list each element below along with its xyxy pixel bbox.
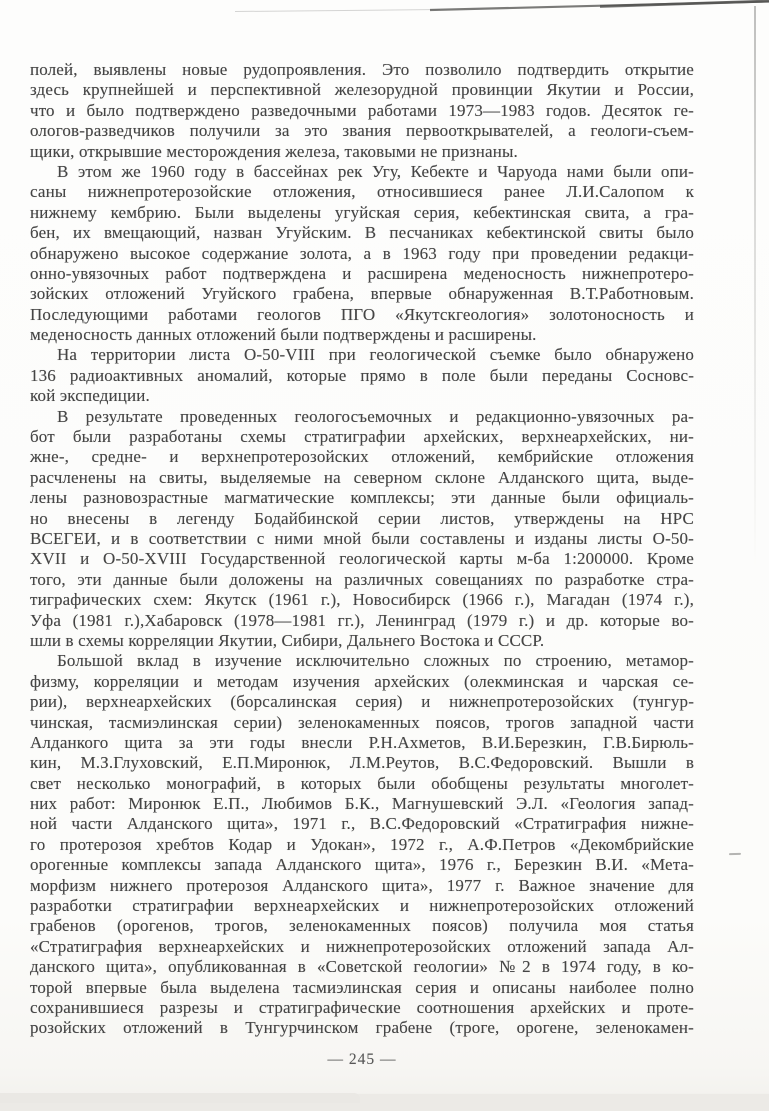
text-line-p5-l15: «Стратиграфия верхнеархейских и нижнепротерозойских отложений запада Ал- bbox=[30, 936, 694, 956]
scan-artifact-right-edge-line bbox=[754, 6, 756, 566]
text-line-p4-l2: бот были разработаны схемы стратиграфии архейских, верхнеархейских, ни- bbox=[30, 427, 694, 447]
text-line-p5-l6: кин, М.З.Глуховский, Е.П.Миронюк, Л.М.Реутов, В.С.Федоровский. Вышли в bbox=[30, 753, 694, 773]
text-line-p2-l4: бен, их вмещающий, назван Угуйским. В песчаниках кебектинской свиты было bbox=[30, 223, 694, 243]
text-line-p5-l12: морфизм нижнего протерозоя Алданского щита», 1977 г. Важное значение для bbox=[30, 875, 694, 895]
scan-artifact-bottom-shadow-left bbox=[0, 1093, 360, 1103]
text-line-p4-l12: шли в схемы корреляции Якутии, Сибири, Дальнего Востока и СССР. bbox=[30, 630, 545, 650]
text-line-p2-l9: меденосность данных отложений были подтверждены и расширены. bbox=[30, 325, 537, 345]
text-line-p4-l11: Уфа (1981 г.),Хабаровск (1978—1981 гг.), Ленинград (1979 г.) и др. которые во- bbox=[30, 610, 694, 630]
text-line-p5-l7: свет несколько монографий, в которых были обобщены результаты многолет- bbox=[30, 773, 694, 793]
text-line-p5-l18: сохранившиеся разрезы и стратиграфические соотношения архейских и проте- bbox=[30, 997, 694, 1017]
text-line-p1-l1: полей, выявлены новые рудопроявления. Это позволило подтвердить открытие bbox=[30, 60, 694, 79]
text-line-p1-l2: здесь крупнейшей и перспективной железорудной провинции Якутии и России, bbox=[30, 80, 694, 100]
text-line-p3-l2: 136 радиоактивных аномалий, которые прямо в поле были переданы Сосновс- bbox=[30, 365, 694, 385]
text-line-p5-l9: ной части Алданского щита», 1971 г., В.С.Федоровский «Стратиграфия нижне- bbox=[30, 814, 694, 834]
text-line-p5-l19: розойских отложений в Тунгурчинском грабене (троге, орогене, зеленокамен- bbox=[30, 1018, 694, 1038]
text-line-p4-l9: того, эти данные были доложены на различных совещаниях по разработке стра- bbox=[30, 569, 694, 589]
text-line-p4-l5: лены разновозрастные магматические комплексы; эти данные были официаль- bbox=[30, 488, 694, 508]
text-line-p5-l4: чинская, тасмиэлинская серии) зеленокаменных поясов, трогов западной части bbox=[30, 712, 694, 732]
text-line-p4-l4: расчленены на свиты, выделяемые на северном склоне Алданского щита, выде- bbox=[30, 467, 694, 487]
text-line-p5-l14: грабенов (орогенов, трогов, зеленокаменных поясов) получила моя статья bbox=[30, 916, 694, 936]
text-line-p2-l3: нижнему кембрию. Были выделены угуйская серия, кебектинская свита, а гра- bbox=[30, 202, 694, 222]
text-line-p5-l8: них работ: Миронюк Е.П., Любимов Б.К., Магнушевский Э.Л. «Геология запад- bbox=[30, 794, 694, 814]
text-line-p5-l3: рии), верхнеархейских (борсалинская серия) и нижнепротерозойских (тунгур- bbox=[30, 692, 694, 712]
text-line-p5-l10: го протерозоя хребтов Кодар и Удокан», 1972 г., А.Ф.Петров «Декомбрийские bbox=[30, 834, 694, 854]
scan-artifact-stray-mark bbox=[729, 853, 741, 855]
text-line-p5-l16: данского щита», опубликованная в «Советской геологии» №2 в 1974 году, в ко- bbox=[30, 957, 694, 977]
text-line-p2-l6: онно-увязочных работ подтверждена и расширена меденосность нижнепротеро- bbox=[30, 263, 694, 283]
scan-artifact-top-edge-line bbox=[0, 0, 769, 16]
text-line-p4-l8: XVII и О-50-XVIII Государственной геологической карты м-ба 1:200000. Кроме bbox=[30, 549, 694, 569]
page-number: — 245 — bbox=[327, 1051, 397, 1068]
text-line-p2-l7: зойских отложений Угуйского грабена, впервые обнаруженная В.Т.Работновым. bbox=[30, 284, 694, 304]
text-line-p5-l2: физму, корреляции и методам изучения архейских (олекминская и чарская се- bbox=[30, 671, 694, 691]
text-line-p5-l13: разработки стратиграфии верхнеархейских и нижнепротерозойских отложений bbox=[30, 896, 694, 916]
text-line-p3-l3: кой экспедиции. bbox=[30, 386, 150, 406]
text-line-p5-l1: Большой вклад в изучение исключительно сложных по строению, метамор- bbox=[57, 651, 694, 671]
text-line-p2-l5: обнаружено высокое содержание золота, а в 1963 году при проведении редакци- bbox=[30, 243, 694, 263]
text-line-p5-l5: Алданкого щита за эти годы внесли Р.Н.Ахметов, В.И.Березкин, Г.В.Бирюль- bbox=[30, 732, 694, 752]
text-line-p5-l17: торой впервые была выделена тасмиэлинская серия и описаны наиболее полно bbox=[30, 977, 694, 997]
text-line-p3-l1: На территории листа О-50-VIII при геологической съемке было обнаружено bbox=[57, 345, 694, 365]
text-line-p4-l7: ВСЕГЕИ, и в соответствии с ними мной были составлены и изданы листы О-50- bbox=[30, 528, 694, 548]
text-line-p2-l2: саны нижнепротерозойские отложения, относившиеся ранее Л.И.Салопом к bbox=[30, 182, 694, 202]
text-line-p1-l4: ологов-разведчиков получили за это звания первооткрывателей, а геологи-съем- bbox=[30, 121, 694, 141]
text-line-p4-l6: но внесены в легенду Бодайбинской серии листов, утверждены на НРС bbox=[30, 508, 694, 528]
text-line-p4-l3: жне-, средне- и верхнепротерозойских отложений, кембрийские отложения bbox=[30, 447, 694, 467]
text-line-p4-l1: В результате проведенных геологосъемочных и редакционно-увязочных ра- bbox=[57, 406, 694, 426]
text-line-p2-l1: В этом же 1960 году в бассейнах рек Угу, Кебекте и Чаруода нами были опи- bbox=[57, 161, 694, 181]
text-line-p4-l10: тиграфических схем: Якутск (1961 г.), Новосибирск (1966 г.), Магадан (1974 г.), bbox=[30, 590, 694, 610]
text-block bbox=[30, 60, 694, 1039]
text-line-p2-l8: Последующими работами геологов ПГО «Якутскгеология» золотоносность и bbox=[30, 304, 694, 324]
text-line-p5-l11: орогенные комплексы запада Алданского щита», 1976 г., Березкин В.И. «Мета- bbox=[30, 855, 694, 875]
text-line-p1-l3: что и было подтверждено разведочными работами 1973—1983 годов. Десяток ге- bbox=[30, 100, 694, 120]
text-line-p1-l5: щики, открывшие месторождения железа, таковыми не признаны. bbox=[30, 141, 518, 161]
